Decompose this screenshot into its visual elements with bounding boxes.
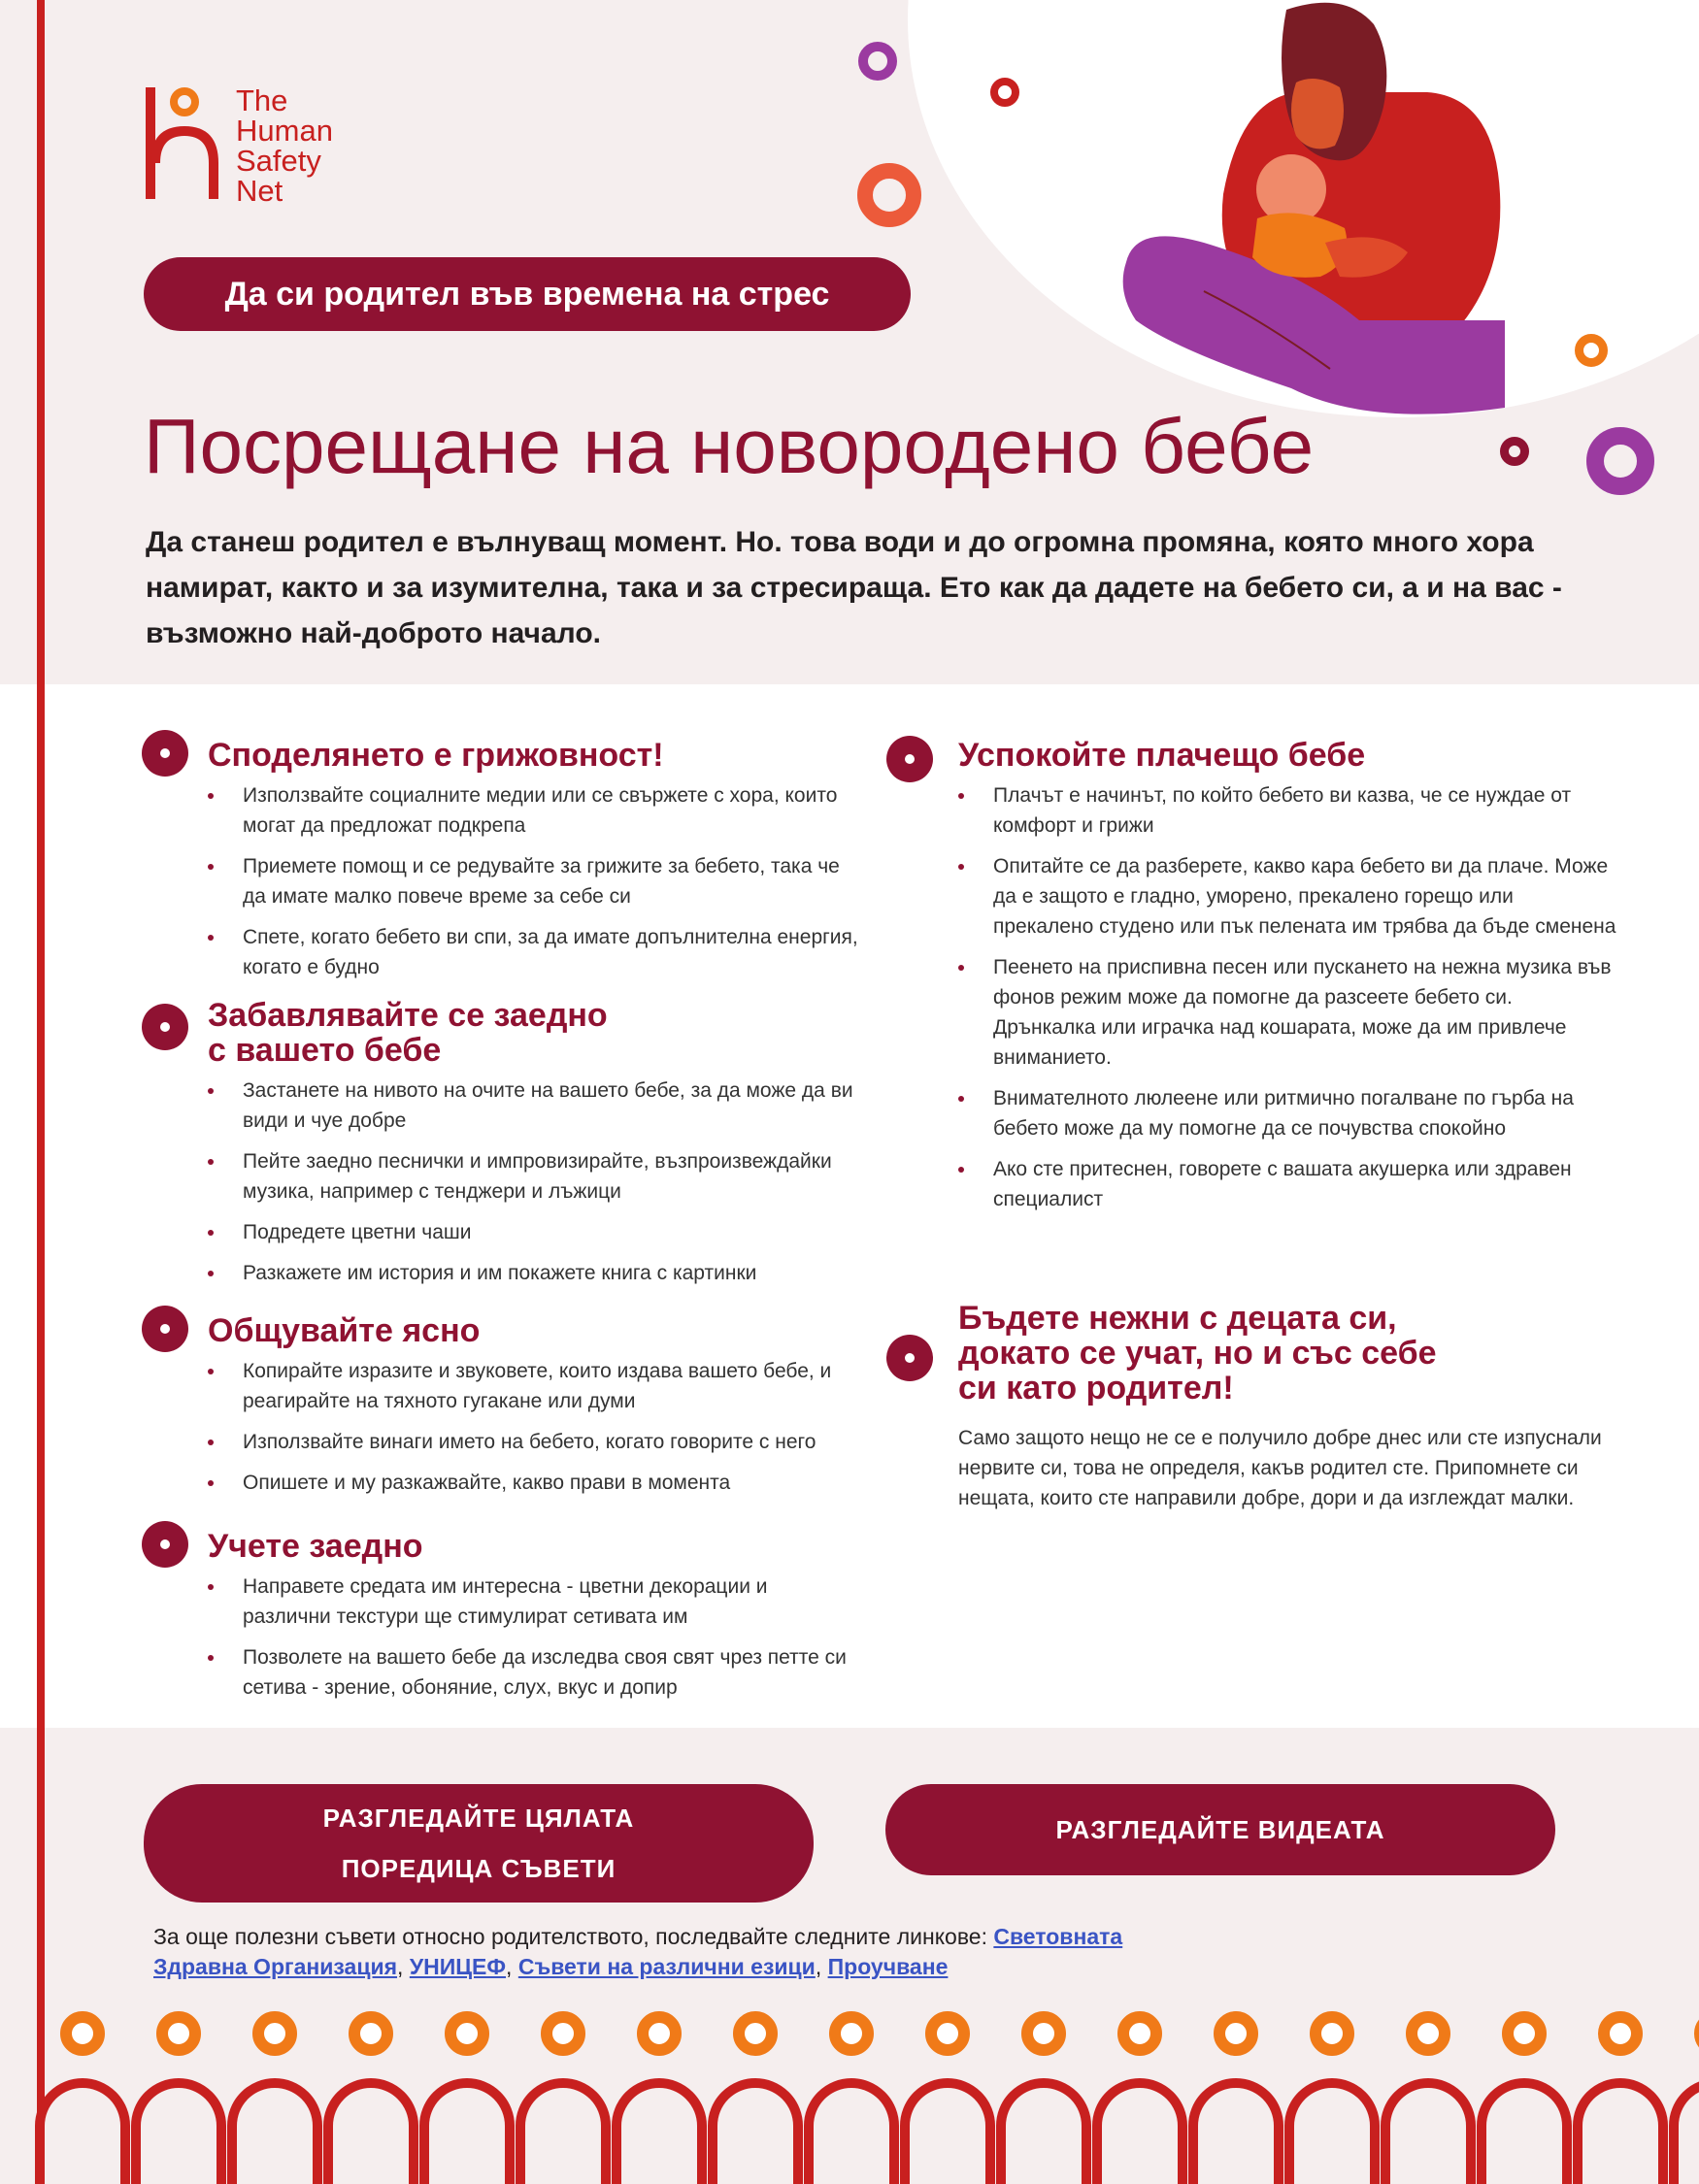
section-marker-icon [886,1335,933,1381]
footer-arch [1193,2083,1279,2184]
parent-with-baby-illustration [1116,0,1524,427]
logo-line: Net [236,174,283,208]
list-item: Използвайте винаги името на бебето, когато говорите с него [208,1427,858,1457]
link-who[interactable]: Световната Здравна Организация [153,1924,1123,1979]
footer-arches-decoration [0,1990,1699,2184]
footer-arch [1482,2083,1567,2184]
list-item: Позволете на вашето бебе да изследва своя свят чрез петте си сетива - зрение, обоняние, слух, вкус и допир [208,1642,858,1703]
section-list [958,780,1618,1225]
footer-ring [1604,2017,1637,2050]
link-separator: , [815,1954,828,1979]
footer-ring [258,2017,291,2050]
footer-arch [424,2083,510,2184]
section-heading: Забавлявайте се заедно с вашето бебе [208,997,608,1069]
footer-arch [1578,2083,1663,2184]
link-separator: , [397,1954,410,1979]
section-marker-icon [886,736,933,782]
footer-ring [547,2017,580,2050]
footer-lead: За още полезни съвети относно родителството, последвайте следните линкове: [153,1924,994,1949]
footer-arch [1674,2083,1699,2184]
logo-line: Safety [236,144,321,178]
footer-arch [809,2083,894,2184]
footer-ring [1316,2017,1349,2050]
link-separator: , [506,1954,518,1979]
section-gentle [886,1301,1624,1524]
footer-ring [1508,2017,1541,2050]
footer-ring [1027,2017,1060,2050]
list-item: Плачът е начинът, по който бебето ви казва, че се нуждае от комфорт и грижи [958,780,1618,841]
section-heading: Споделянето е грижовност! [208,737,664,774]
list-item: Пейте заедно песнички и импровизирайте, възпроизвеждайки музика, например с тенджери и лъжици [208,1146,858,1207]
footer-arch [136,2083,221,2184]
view-videos-button[interactable]: РАЗГЛЕДАЙТЕ ВИДЕАТА [885,1784,1555,1875]
series-badge: Да си родител във времена на стрес [144,257,911,331]
link-languages[interactable]: Съвети на различни езици [517,1954,816,1979]
footer-ring [1123,2017,1156,2050]
footer-ring [66,2017,99,2050]
footer-ring [1219,2017,1252,2050]
section-marker-icon [142,1306,188,1352]
list-item: Копирайте изразите и звуковете, които издава вашето бебе, и реагирайте на тяхното гугакане или думи [208,1356,858,1416]
footer-arch [1097,2083,1183,2184]
section-communicate [142,1306,860,1529]
brand-logo [144,78,386,214]
list-item: Направете средата им интересна - цветни декорации и различни текстури ще стимулират сетивата им [208,1572,858,1632]
list-item: Подредете цветни чаши [208,1217,858,1247]
link-unicef[interactable]: УНИЦЕФ [409,1954,507,1979]
deco-ring-orange [1575,334,1608,367]
section-marker-icon [142,730,188,777]
section-list [208,1356,858,1508]
logo-line: The [236,83,288,117]
footer-arch [1385,2083,1471,2184]
footer-ring [1412,2017,1445,2050]
footer-arch [40,2083,125,2184]
footer-arch [232,2083,317,2184]
list-item: Внимателното люлеене или ритмично погалване по гърба на бебето може да му помогне да се почувства спокойно [958,1083,1618,1143]
link-research[interactable]: Проучване [827,1954,949,1979]
section-list [208,1572,858,1713]
footer-arch [616,2083,702,2184]
footer-arch [905,2083,990,2184]
footer-arch [328,2083,414,2184]
section-fun [142,998,860,1289]
list-item: Опишете и му разкажвайте, какво прави в момента [208,1468,858,1498]
section-list [208,1075,858,1299]
list-item: Приемете помощ и се редувайте за грижите за бебето, така че да имате малко повече време за себе си [208,851,858,911]
footer-ring [931,2017,964,2050]
footer-links [153,1922,1221,1982]
section-heading: Учете заедно [208,1528,423,1565]
logo-line: Human [236,114,333,148]
list-item: Застанете на нивото на очите на вашето бебе, за да може да ви види и чуе добре [208,1075,858,1136]
list-item: Пеенето на приспивна песен или пускането на нежна музика във фонов режим може да помогне да разсеете бебето си. Дрънкалка или играчка над кошарата, може да им привлече вниманието. [958,952,1618,1073]
section-heading: Общувайте ясно [208,1312,481,1349]
left-accent-rule [37,0,45,2126]
deco-ring-burgundy [1500,437,1529,466]
footer-arch [520,2083,606,2184]
list-item: Спете, когато бебето ви спи, за да имате допълнителна енергия, когато е будно [208,922,858,982]
list-item: Използвайте социалните медии или се свържете с хора, които могат да предложат подкрепа [208,780,858,841]
footer-arch [1001,2083,1086,2184]
footer-ring [354,2017,387,2050]
footer-arch [713,2083,798,2184]
deco-ring-purple-large [1586,427,1654,495]
section-paragraph: Само защото нещо не се е получило добре днес или сте изпуснали нервите си, това не определя, какъв родител сте. Припомнете си нещата, които сте направили добре, дори и да изглеждат малки. [958,1427,1602,1509]
section-calm [886,736,1624,1250]
view-series-button[interactable] [144,1784,814,1903]
deco-ring-red [990,78,1019,107]
section-marker-icon [142,1521,188,1568]
footer-ring [162,2017,195,2050]
section-heading: Бъдете нежни с децата си, докато се учат, но и със себе си като родител! [958,1300,1437,1406]
deco-ring-coral [857,163,921,227]
section-marker-icon [142,1004,188,1050]
page-title: Посрещане на новородено бебе [144,403,1315,489]
list-item: Опитайте се да разберете, какво кара бебето ви да плаче. Може да е защото е гладно, уморено, прекалено горещо или прекалено студено или пък пелената им трябва да бъде сменена [958,851,1618,942]
logo-h-icon [144,78,231,204]
footer-ring [835,2017,868,2050]
footer-arch [1289,2083,1375,2184]
footer-ring [643,2017,676,2050]
footer-ring [450,2017,483,2050]
list-item: Ако сте притеснен, говорете с вашата акушерка или здравен специалист [958,1154,1618,1214]
logo-wordmark [236,85,333,206]
intro-paragraph: Да станеш родител е вълнуващ момент. Но. това води и до огромна промяна, която много хора намират, както и за изумителна, така и за стресираща. Ето как да дадете на бебето си, а и на вас - възможно най-доброто начало. [146,526,1562,649]
deco-ring-purple [858,42,897,81]
section-learn [142,1521,860,1715]
cta-line: ПОРЕДИЦА СЪВЕТИ [341,1854,616,1883]
cta-line: РАЗГЛЕДАЙТЕ ЦЯЛАТА [322,1803,635,1833]
footer-ring [739,2017,772,2050]
section-list [208,780,858,993]
section-sharing [142,730,860,982]
section-heading: Успокойте плачещо бебе [958,737,1366,774]
list-item: Разкажете им история и им покажете книга с картинки [208,1258,858,1288]
